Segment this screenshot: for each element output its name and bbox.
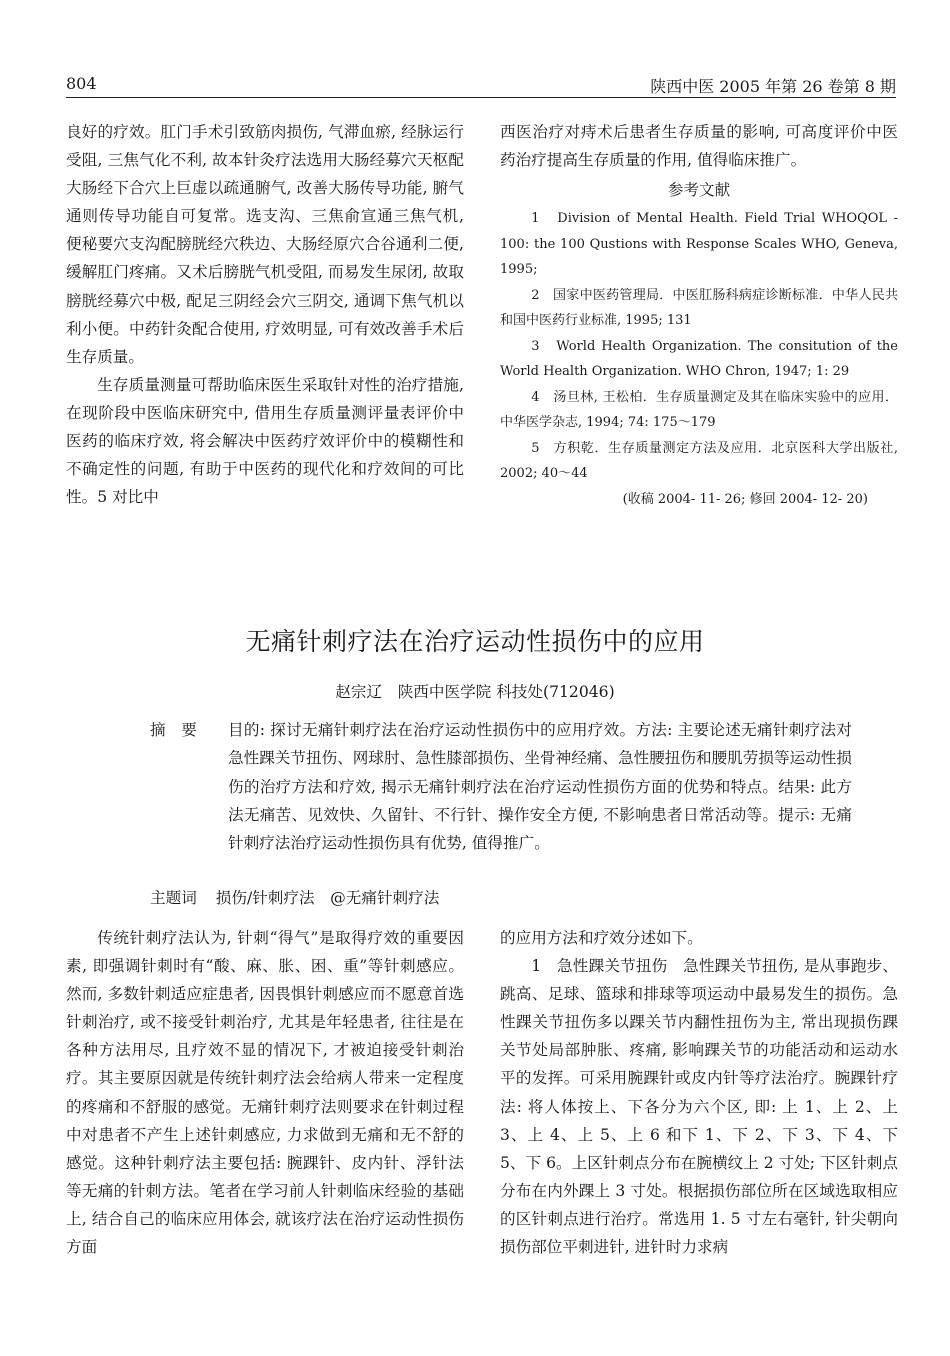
article-title: 无痛针刺疗法在治疗运动性损伤中的应用 xyxy=(245,627,705,656)
paragraph: 西医治疗对痔术后患者生存质量的影响, 可高度评价中医药治疗提高生存质量的作用, 值得临床推广。 xyxy=(500,123,898,170)
paragraph: 良好的疗效。肛门手术引致筋肉损伤, 气滞血瘀, 经脉运行受阻, 三焦气化不利, 故本针灸疗法选用大肠经募穴天枢配大肠经下合穴上巨虚以疏通腑气, 改善大肠传导功能, 腑气通则传导功能自可复常。选支沟、三焦俞宣通三焦气机, 便秘要穴支沟配膀胱经穴秩边、大肠经原穴合谷通利二便, 缓解肛门疼痛。又术后膀胱气机受阻, 而易发生尿闭, 故取膀胱经募穴中极, 配足三阴经会穴三阴交, 通调下焦气机以利小便。中药针灸配合使用, 疗效明显, 可有效改善手术后生存质量。 xyxy=(66,123,464,366)
article-left-column xyxy=(66,924,464,1261)
header-rule xyxy=(66,97,896,98)
keywords-label: 主题词 xyxy=(150,889,197,907)
page-number: 804 xyxy=(66,74,97,93)
received-date: (收稿 2004- 11- 26; 修回 2004- 12- 20) xyxy=(622,491,868,507)
paragraph: 1 急性踝关节扭伤 急性踝关节扭伤, 是从事跑步、跳高、足球、篮球和排球等项运动中最易发生的损伤。急性踝关节扭伤多以踝关节内翻性扭伤为主, 常出现损伤踝关节处局部肿胀、疼痛, 影响踝关节的功能活动和运动水平的发挥。可采用腕踝针或皮内针等疗法治疗。腕踝针疗法: 将人体按上、下各分为六个区, 即: 上 1、上 2、上 3、上 4、上 5、上 6 和下 1、下 2、下 3、下 4、下 5、下 6。上区针刺点分布在腕横纹上 2 寸处; 下区针刺点分布在内外踝上 3 寸处。根据损伤部位所在区域选取相应的区针刺点进行治疗。常选用 1. 5 寸左右毫针, 针尖朝向损伤部位平刺进针, 进针时力求病 xyxy=(500,957,898,1257)
paragraph: 生存质量测量可帮助临床医生采取针对性的治疗措施, 在现阶段中医临床研究中, 借用生存质量测评量表评价中医药的临床疗效, 将会解决中医药疗效评价中的模糊性和不确定性的问题, 有助于中医药的现代化和疗效间的可比性。5 对比中 xyxy=(66,375,464,507)
article-right-column xyxy=(500,924,898,1261)
author-affiliation: 赵宗辽 陕西中医学院 科技处(712046) xyxy=(335,683,615,701)
reference-item: 3 World Health Organization. The consitution of the World Health Organization. WHO Chron, 1947; 1: 29 xyxy=(500,338,898,380)
reference-item: 2 国家中医药管理局．中医肛肠科病症诊断标准．中华人民共和国中医药行业标准, 1995; 131 xyxy=(500,287,898,329)
reference-item: 4 汤旦林, 王松柏．生存质量测定及其在临床实验中的应用．中华医学杂志, 1994; 74: 175～179 xyxy=(500,389,898,431)
reference-item: 1 Division of Mental Health. Field Trial WHOQOL - 100: the 100 Qustions with Response Scales WHO, Geneva, 1995; xyxy=(500,211,898,278)
abstract-text: 目的: 探讨无痛针刺疗法在治疗运动性损伤中的应用疗效。方法: 主要论述无痛针刺疗法对急性踝关节扭伤、网球肘、急性膝部损伤、坐骨神经痛、急性腰扭伤和腰肌劳损等运动性损伤的治疗方法和疗效, 揭示无痛针刺疗法在治疗运动性损伤方面的优势和特点。结果: 此方法无痛苦、见效快、久留针、不行针、操作安全方便, 不影响患者日常活动等。提示: 无痛针刺疗法治疗运动性损伤具有优势, 值得推广。 xyxy=(228,721,852,853)
reference-item: 5 方积乾．生存质量测定方法及应用．北京医科大学出版社, 2002; 40～44 xyxy=(500,440,898,482)
paragraph: 的应用方法和疗效分述如下。 xyxy=(500,929,703,947)
prev-article-right-column xyxy=(500,118,898,512)
abstract-label: 摘 要 xyxy=(150,721,197,739)
keywords xyxy=(150,884,439,912)
references-heading: 参考文献 xyxy=(667,181,731,200)
paragraph: 传统针刺疗法认为, 针刺“得气”是取得疗效的重要因素, 即强调针刺时有“酸、麻、胀、困、重”等针刺感应。然而, 多数针刺适应症患者, 因畏惧针刺感应而不愿意首选针刺治疗, 或不接受针刺治疗, 尤其是年轻患者, 往往是在各种方法用尽, 且疗效不显的情况下, 才被迫接受针刺治疗。其主要原因就是传统针刺疗法会给病人带来一定程度的疼痛和不舒服的感觉。无痛针刺疗法则要求在针刺过程中对患者不产生上述针刺感应, 力求做到无痛和无不舒的感觉。这种针刺疗法主要包括: 腕踝针、皮内针、浮针法等无痛的针刺方法。笔者在学习前人针刺临床经验的基础上, 结合自己的临床应用体会, 就该疗法在治疗运动性损伤方面 xyxy=(66,929,464,1257)
prev-article-left-column xyxy=(66,118,464,511)
journal-header: 陕西中医 2005 年第 26 卷第 8 期 xyxy=(650,77,896,96)
keywords-text: 损伤/针刺疗法 @无痛针刺疗法 xyxy=(215,889,440,907)
